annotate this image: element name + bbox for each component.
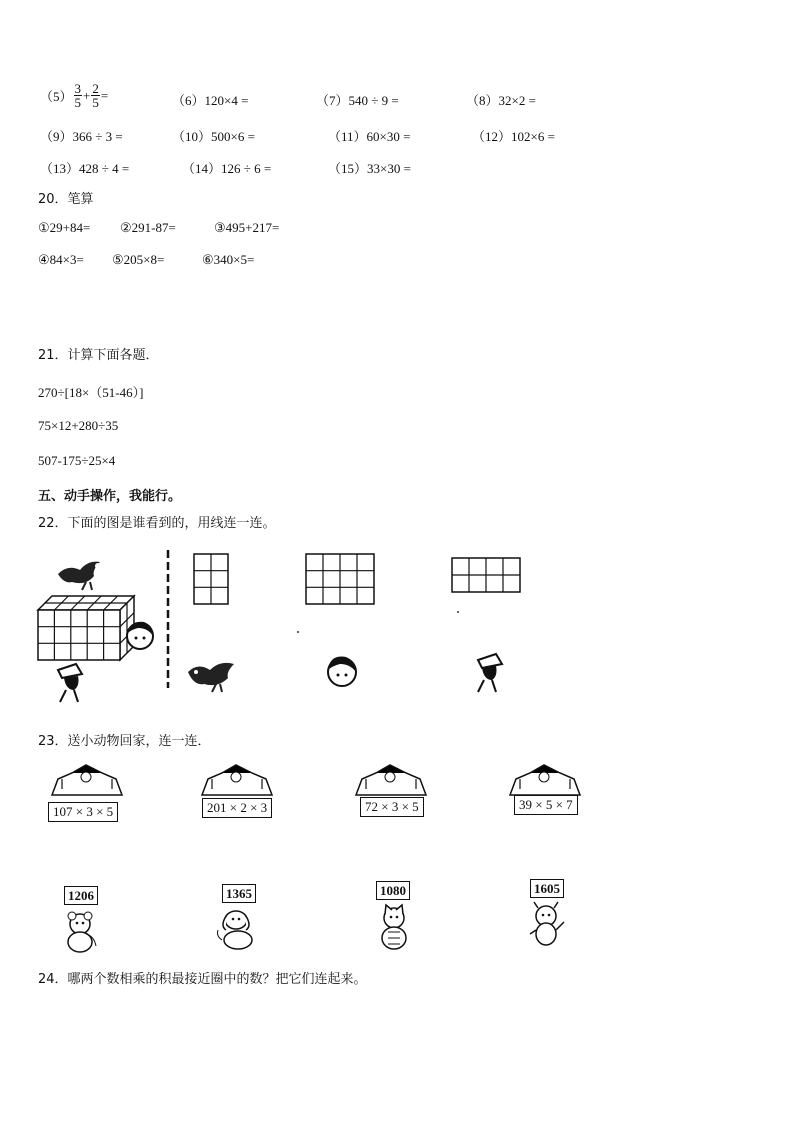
house-label-2: 201 × 2 × 3 — [202, 798, 272, 818]
animal-card-4: 1605 — [530, 879, 564, 898]
q20-item-2: ②291-87= — [120, 220, 176, 235]
q19-item-14: （14）126 ÷ 6 = — [182, 161, 272, 176]
person-with-hat-icon-answer — [478, 654, 502, 692]
q21-item-1: 270÷[18×（51-46）] — [38, 385, 144, 400]
q19-item-7: （7）540 ÷ 9 = — [316, 93, 399, 108]
q19-item-5: （5） $\frac{3}{5}$ + $\frac{2}{5}$ = — [40, 81, 109, 110]
animal-card-3: 1080 — [376, 881, 410, 900]
bear-icon — [68, 912, 96, 952]
child-face-icon-answer — [328, 657, 356, 686]
q21-item-3: 507-175÷25×4 — [38, 453, 116, 468]
fraction-a: $\frac{3}{5}$ — [74, 81, 82, 110]
view-side — [194, 554, 228, 604]
q19-item-10: （10）500×6 = — [172, 129, 255, 144]
house-label-4: 39 × 5 × 7 — [514, 795, 578, 815]
q19-item-13: （13）428 ÷ 4 = — [40, 161, 130, 176]
person-with-hat-icon — [58, 664, 82, 702]
house-icon-3 — [356, 765, 426, 795]
house-icon-4 — [510, 765, 580, 795]
q19-item-15: （15）33×30 = — [328, 161, 411, 176]
house-icon-1 — [52, 765, 122, 795]
view-front — [306, 554, 374, 604]
fraction-b: $\frac{2}{5}$ — [92, 81, 99, 110]
q20-title: 20．笔算 — [38, 192, 94, 207]
cube-stack — [38, 596, 134, 660]
q24-title: 24．哪两个数相乘的积最接近圈中的数？把它们连起来。 — [38, 972, 367, 987]
q19-item-11: （11）60×30 = — [328, 129, 411, 144]
bird-icon — [58, 562, 101, 590]
q21-title: 21．计算下面各题． — [38, 348, 159, 363]
animals-row — [0, 904, 794, 954]
q19-item-9: （9）366 ÷ 3 = — [40, 129, 123, 144]
house-icon-2 — [202, 765, 272, 795]
q19-item-12: （12）102×6 = — [472, 129, 555, 144]
q19-item-5-index: （5） — [40, 89, 73, 104]
view-top — [452, 558, 520, 592]
q23-title: 23．送小动物回家，连一连． — [38, 734, 211, 749]
q22-title: 22．下面的图是谁看到的，用线连一连。 — [38, 516, 276, 531]
q19-item-6: （6）120×4 = — [172, 93, 249, 108]
bird-icon-answer — [188, 663, 234, 692]
house-label-3: 72 × 3 × 5 — [360, 797, 424, 817]
q20-item-3: ③495+217= — [214, 220, 280, 235]
pig-icon — [530, 902, 564, 945]
q22-figure — [0, 540, 794, 720]
q21-item-2: 75×12+280÷35 — [38, 418, 119, 433]
cat-icon — [382, 905, 406, 949]
section5-title: 五、动手操作，我能行。 — [38, 489, 182, 504]
child-face-icon — [127, 622, 153, 649]
q20-item-6: ⑥340×5= — [202, 252, 255, 267]
q20-item-1: ①29+84= — [38, 220, 91, 235]
animal-card-2: 1365 — [222, 884, 256, 903]
q20-item-5: ⑤205×8= — [112, 252, 165, 267]
q20-item-4: ④84×3= — [38, 252, 84, 267]
q19-item-8: （8）32×2 = — [466, 93, 536, 108]
dog-icon — [218, 911, 253, 949]
house-label-1: 107 × 3 × 5 — [48, 802, 118, 822]
animal-card-1: 1206 — [64, 886, 98, 905]
